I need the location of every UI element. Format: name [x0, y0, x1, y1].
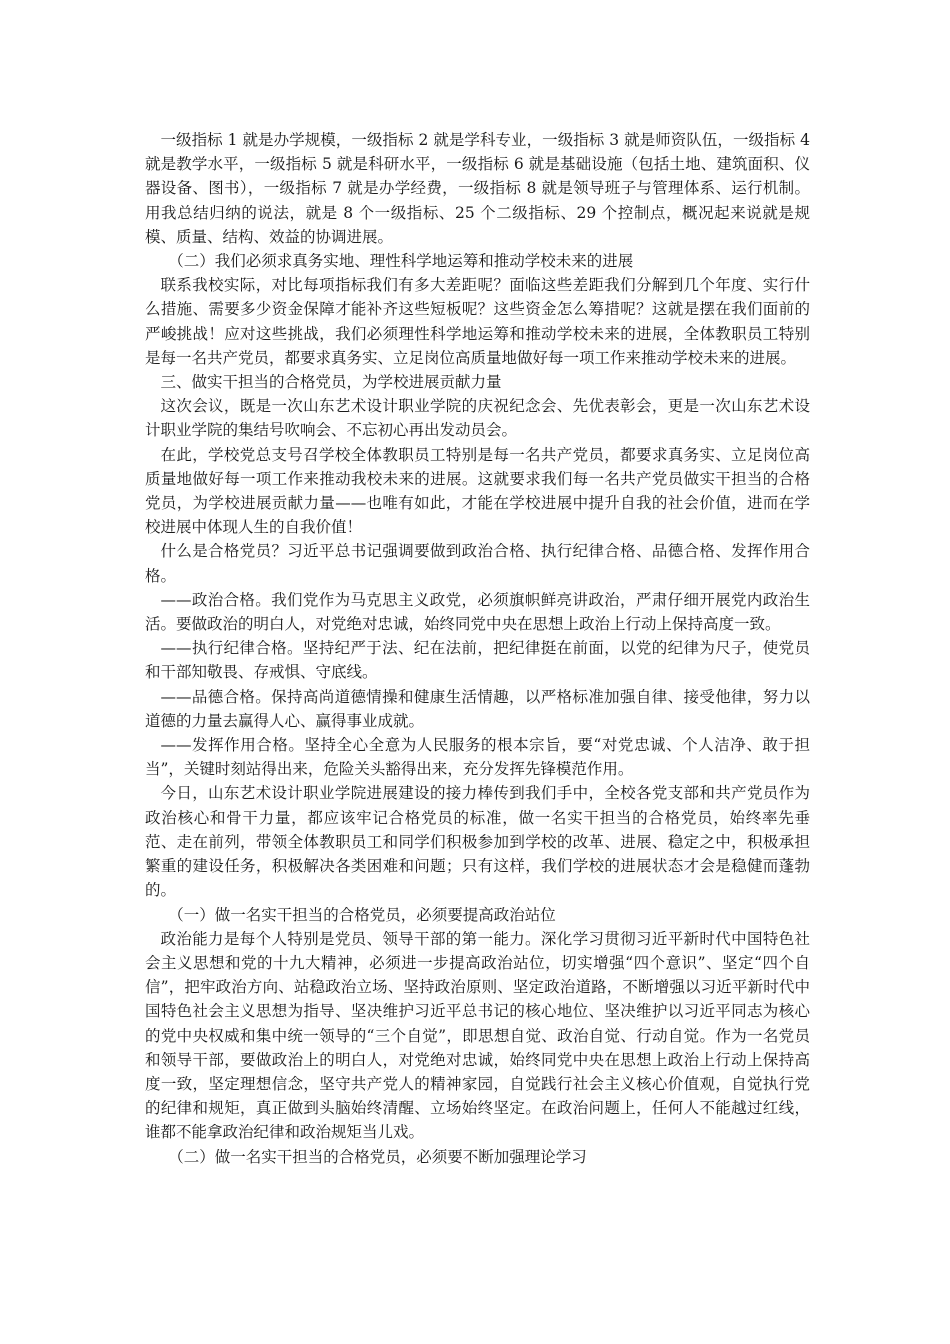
paragraph: 什么是合格党员？习近平总书记强调要做到政治合格、执行纪律合格、品德合格、发挥作用合格。	[145, 542, 810, 585]
section-heading: （二）做一名实干担当的合格党员，必须要不断加强理论学习	[168, 1147, 587, 1166]
paragraph-political: ——政治合格。我们党作为马克思主义政党，必须旗帜鲜亮讲政治，严肃仔细开展党内政治生活。要做政治的明白人，对党绝对忠诚，始终同党中央在思想上政治上行动上保持高度一致。	[145, 590, 810, 634]
paragraph: 政治能力是每个人特别是党员、领导干部的第一能力。深化学习贯彻习近平新时代中国特色社会主义思想和党的十九大精神，必须进一步提高政治站位，切实增强“四个意识”、坚定“四个自信”，把牢政治方向、站稳政治立场、坚持政治原则、坚定政治道路，不断增强以习近平新时代中国特色社会主义思想为指导、坚决维护习近平总书记的核心地位、坚决维护以习近平同志为核心的党中央权威和集中统一领导的“三个自觉”，即思想自觉、政治自觉、行动自觉。作为一名党员和领导干部，要做政治上的明白人，对党绝对忠诚，始终同党中央在思想上政治上行动上保持高度一致，坚定理想信念，坚守共产党人的精神家园，自觉践行社会主义核心价值观，自觉执行党的纪律和规矩，真正做到头脑始终清醒、立场始终坚定。在政治问题上，任何人不能越过红线，谁都不能拿政治纪律和政治规矩当儿戏。	[145, 929, 810, 1142]
paragraph-morality: ——品德合格。保持高尚道德情操和健康生活情趣，以严格标准加强自律、接受他律，努力以道德的力量去赢得人心、赢得事业成就。	[145, 687, 810, 730]
paragraph-role: ——发挥作用合格。坚持全心全意为人民服务的根本宗旨，要“对党忠诚、个人洁净、敢于担当”，关键时刻站得出来，危险关头豁得出来，充分发挥先锋模范作用。	[145, 736, 810, 779]
paragraph-discipline: ——执行纪律合格。坚持纪严于法、纪在法前，把纪律挺在前面，以党的纪律为尺子，使党员和干部知敬畏、存戒惧、守底线。	[145, 639, 810, 682]
paragraph-indicators: 一级指标 1 就是办学规模，一级指标 2 就是学科专业，一级指标 3 就是师资队伍，一级指标 4 就是教学水平，一级指标 5 就是科研水平，一级指标 6 就是基础设施（包括土地、建筑面积、仪器设备、图书），一级指标 7 就是办学经费，一级指标 8 就是领导班子与管理体系、运行机制。用我总结归纳的说法，就是 8 个一级指标、25 个二级指标、29 个控制点，概况起来说就是规模、质量、结构、效益的协调进展。	[145, 131, 810, 246]
section-heading: （一）做一名实干担当的合格党员，必须要提高政治站位	[168, 905, 556, 924]
section-heading: 三、做实干担当的合格党员，为学校进展贡献力量	[160, 373, 502, 392]
section-heading: （二）我们必须求真务实地、理性科学地运筹和推动学校未来的进展	[168, 252, 634, 271]
paragraph: 联系我校实际，对比每项指标我们有多大差距呢？面临这些差距我们分解到几个年度、实行什么措施、需要多少资金保障才能补齐这些短板呢？这些资金怎么筹措呢？这就是摆在我们面前的严峻挑战！应对这些挑战，我们必须理性科学地运筹和推动学校未来的进展，全体教职员工特别是每一名共产党员，都要求真务实、立足岗位高质量地做好每一项工作来推动学校未来的进展。	[145, 276, 810, 367]
paragraph: 这次会议，既是一次山东艺术设计职业学院的庆祝纪念会、先优表彰会，更是一次山东艺术设计职业学院的集结号吹响会、不忘初心再出发动员会。	[145, 397, 810, 440]
paragraph: 今日，山东艺术设计职业学院进展建设的接力棒传到我们手中，全校各党支部和共产党员作为政治核心和骨干力量，都应该牢记合格党员的标准，做一名实干担当的合格党员，始终率先垂范、走在前列，带领全体教职员工和同学们积极参加到学校的改革、进展、稳定之中，积极承担繁重的建设任务，积极解决各类困难和问题；只有这样，我们学校的进展状态才会是稳健而蓬勃的。	[145, 784, 810, 900]
paragraph: 在此，学校党总支号召学校全体教职员工特别是每一名共产党员，都要求真务实、立足岗位高质量地做好每一项工作来推动我校未来的进展。这就要求我们每一名共产党员做实干担当的合格党员，为学校进展贡献力量——也唯有如此，才能在学校进展中提升自我的社会价值，进而在学校进展中体现人生的自我价值！	[145, 445, 810, 537]
document-body	[145, 128, 810, 1169]
